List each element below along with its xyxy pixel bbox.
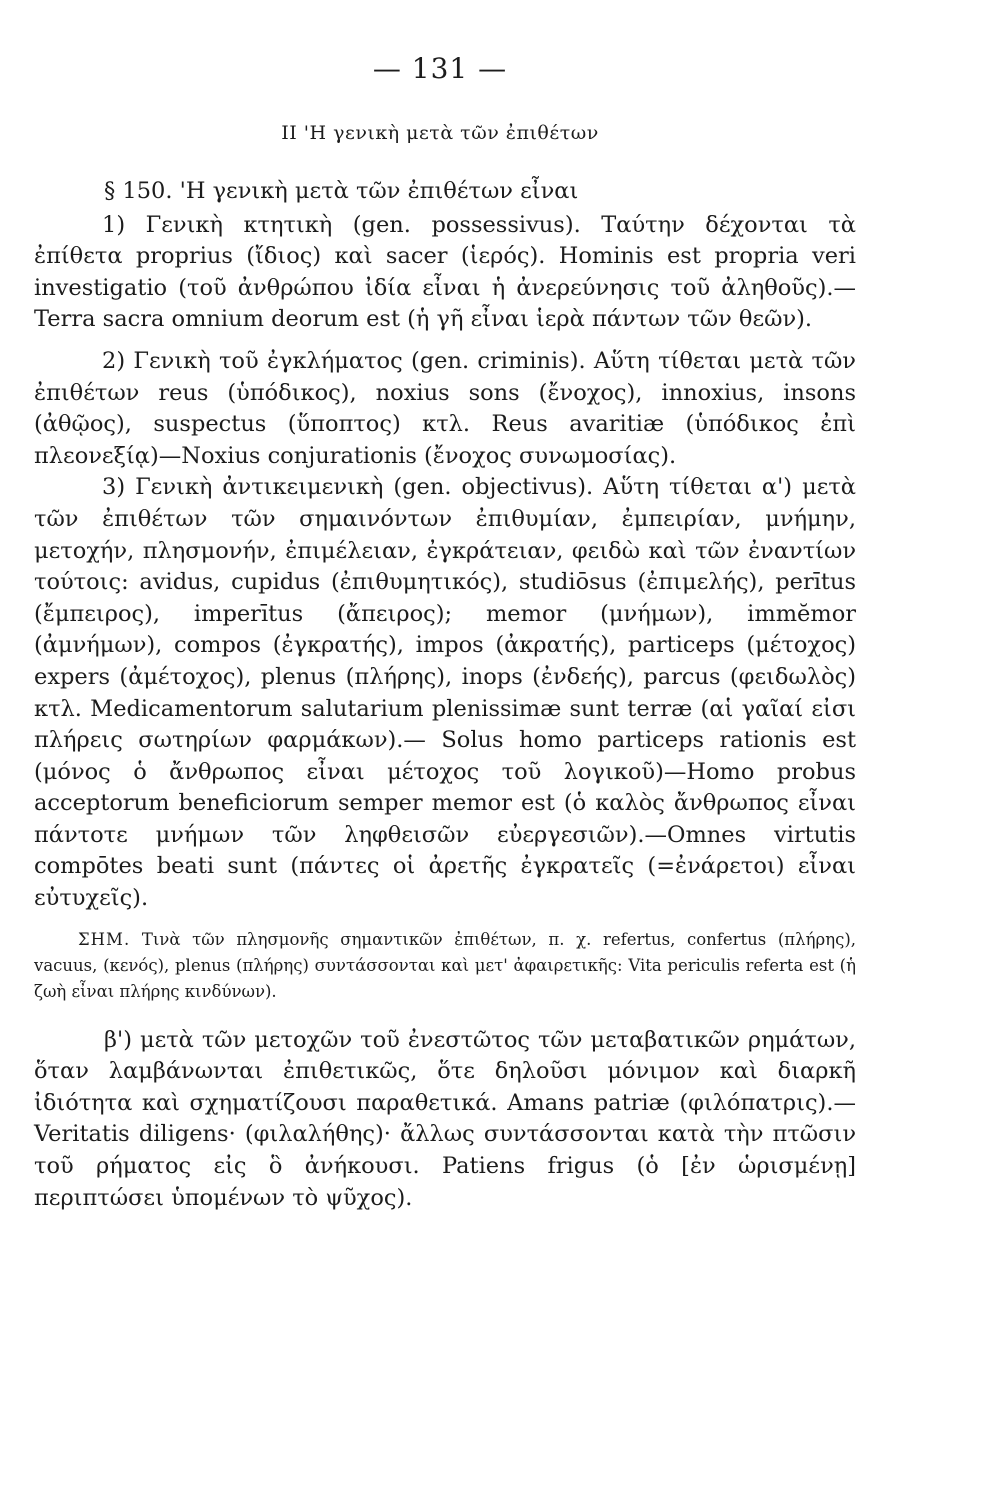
paragraph-intro: § 150. 'Η γενικὴ μετὰ τῶν ἐπιθέτων εἶναι	[104, 178, 579, 204]
page-number: — 131 —	[372, 52, 508, 85]
note-text: Τινὰ τῶν πλησμονῆς σημαντικῶν ἐπιθέτων, π. χ. refertus, confertus (πλήρης), vacuus, (κενός), plenus (πλήρης) συντάσσονται καὶ μετ' ἀφαιρετικῆς: Vita periculis referta est (ἡ ζωὴ εἶναι πλήρης κινδύνων).	[34, 929, 856, 1001]
page-body	[34, 176, 856, 1214]
note-label: ΣΗΜ.	[78, 929, 131, 949]
paragraph-present-participles: β') μετὰ τῶν μετοχῶν τοῦ ἐνεστῶτος τῶν μεταβατικῶν ρημάτων, ὅταν λαμβάνωνται ἐπιθετικῶς, ὅτε δηλοῦσι μόνιμον καὶ διαρκῆ ἰδιότητα καὶ σχηματίζουσι παραθετικά. Amans patriæ (φιλόπατρις).— Veritatis diligens· (φιλαλήθης)· ἄλλως συντάσσονται κατὰ τὴν πτῶσιν τοῦ ρήματος εἰς ὃ ἀνήκουσι. Patiens frigus (ὁ [ἐν ὡρισμένῃ] περιπτώσει ὑπομένων τὸ ψῦχος).	[34, 1026, 856, 1211]
section-heading: II 'Η γενικὴ μετὰ τῶν ἐπιθέτων	[281, 122, 599, 144]
note-block	[34, 927, 856, 1005]
paragraph-possessive-genitive: 1) Γενικὴ κτητικὴ (gen. possessivus). Ταύτην δέχονται τὰ ἐπίθετα proprius (ἴδιος) καὶ sacer (ἱερός). Hominis est propria veri investigatio (τοῦ ἀνθρώπου ἰδία εἶναι ἡ ἀνερεύνησις τοῦ ἀληθοῦς).—Terra sacra omnium deorum est (ἡ γῆ εἶναι ἱερὰ πάντων τῶν θεῶν).	[34, 211, 856, 333]
paragraph-genitive-of-crime: 2) Γενικὴ τοῦ ἐγκλήματος (gen. criminis). Αὕτη τίθεται μετὰ τῶν ἐπιθέτων reus (ὑπόδικος), noxius sons (ἔνοχος), innoxius, insons (ἀθῷος), suspectus (ὕποπτος) κτλ. Reus avaritiæ (ὑπόδικος ἐπὶ πλεονεξίᾳ)—Noxius conjurationis (ἔνοχος συνωμοσίας).	[34, 347, 856, 469]
paragraph-objective-genitive: 3) Γενικὴ ἀντικειμενικὴ (gen. objectivus). Αὕτη τίθεται α') μετὰ τῶν ἐπιθέτων τῶν σημαινόντων ἐπιθυμίαν, ἐμπειρίαν, μνήμην, μετοχήν, πλησμονήν, ἐπιμέλειαν, ἐγκράτειαν, φειδὼ καὶ τῶν ἐναντίων τούτοις: avidus, cupidus (ἐπιθυμητικός), studiōsus (ἐπιμελής), perītus (ἔμπειρος), imperītus (ἄπειρος); memor (μνήμων), immĕmor (ἀμνήμων), compos (ἐγκρατής), impos (ἀκρατής), particeps (μέτοχος) expers (ἀμέτοχος), plenus (πλήρης), inops (ἐνδεής), parcus (φειδωλὸς) κτλ. Medicamentorum salutarium plenissimæ sunt terræ (αἱ γαῖαί εἰσι πλήρεις σωτηρίων φαρμάκων).— Solus homo particeps rationis est (μόνος ὁ ἄνθρωπος εἶναι μέτοχος τοῦ λογικοῦ)—Homo probus acceptorum beneficiorum semper memor est (ὁ καλὸς ἄνθρωπος εἶναι πάντοτε μνήμων τῶν ληφθεισῶν εὐεργεσιῶν).—Omnes virtutis compōtes beati sunt (πάντες οἱ ἀρετῆς ἐγκρατεῖς (=ἐνάρετοι) εἶναι εὐτυχεῖς).	[34, 474, 856, 912]
